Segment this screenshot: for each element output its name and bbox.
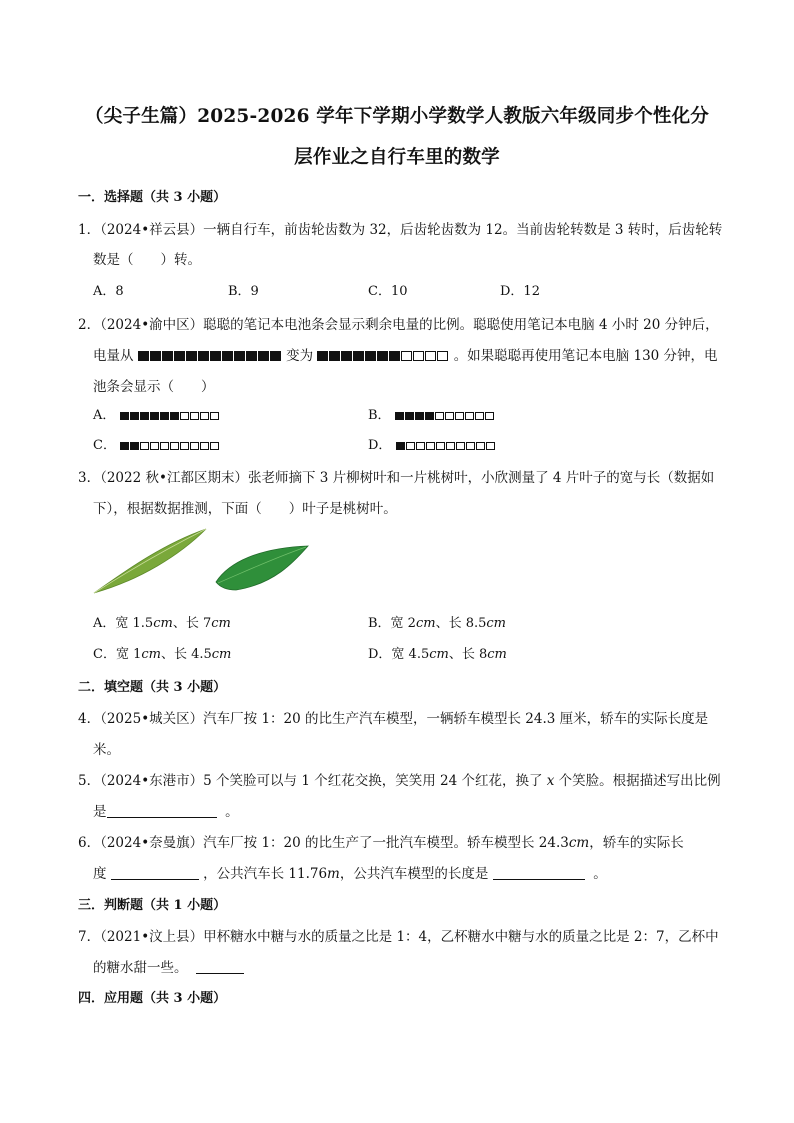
question-1-option-d[interactable]: D．12: [500, 284, 540, 299]
question-3-option-d[interactable]: [368, 643, 507, 662]
page-title-line1: （尖子生篇）2025-2026 学年下学期小学数学人教版六年级同步个性化分: [85, 106, 709, 127]
battery-cell-empty: [466, 442, 475, 450]
question-2-line3: 池条会显示（ ）: [93, 379, 215, 395]
battery-cell-empty: [436, 442, 445, 450]
battery-cell-filled: [174, 351, 185, 361]
battery-cell-empty: [446, 442, 455, 450]
option-c-label: C．: [93, 438, 116, 453]
question-4-line1: 4．（2025•城关区）汽车厂按 1：20 的比生产汽车模型，一辆轿车模型长 24.3 厘米，轿车的实际长度是: [78, 711, 709, 727]
question-2-line1: 2．（2024•渝中区）聪聪的笔记本电池条会显示剩余电量的比例。聪聪使用笔记本电脑 4 小时 20 分钟后，: [78, 317, 719, 333]
battery-cell-filled: [329, 351, 340, 361]
battery-cell-empty: [425, 351, 436, 361]
option-b-length: 、长 8.5: [435, 616, 487, 631]
battery-cell-filled: [186, 351, 197, 361]
battery-cell-empty: [200, 412, 209, 420]
question-5-text-b: 个笑脸。根据描述写出比例: [554, 773, 721, 789]
option-c-length: 、长 4.5: [160, 647, 212, 662]
question-3-option-b[interactable]: [368, 612, 506, 631]
peach-leaf-image: [214, 542, 310, 592]
question-1-option-b[interactable]: B．9: [228, 284, 259, 299]
battery-cell-filled: [138, 351, 149, 361]
battery-cell-filled: [198, 351, 209, 361]
battery-cell-filled: [317, 351, 328, 361]
question-6-text-c: 度: [93, 866, 107, 882]
unit-cm: cm: [429, 647, 449, 662]
option-a-label: A．: [93, 408, 116, 423]
battery-cell-filled: [258, 351, 269, 361]
question-6-line2: [93, 862, 607, 882]
battery-cell-filled: [395, 412, 404, 420]
battery-bar-option-b: [395, 409, 495, 424]
battery-cell-filled: [246, 351, 257, 361]
battery-cell-empty: [413, 351, 424, 361]
battery-cell-filled: [415, 412, 424, 420]
battery-cell-empty: [401, 351, 412, 361]
question-5-line1: [78, 769, 721, 789]
battery-cell-empty: [180, 412, 189, 420]
option-a-length: 、长 7: [172, 616, 212, 631]
question-2-text-rest: 。如果聪聪再使用笔记本电脑 130 分钟，电: [453, 348, 718, 364]
unit-cm: cm: [153, 616, 173, 631]
question-5-line2: [93, 800, 239, 820]
battery-cell-filled: [150, 412, 159, 420]
unit-cm: cm: [211, 616, 231, 631]
question-3-option-c[interactable]: [93, 643, 231, 662]
question-1-option-a[interactable]: A．8: [93, 284, 124, 299]
battery-bar-option-c: [120, 439, 220, 454]
battery-cell-empty: [476, 442, 485, 450]
question-6-text-b: ，轿车的实际长: [589, 835, 684, 851]
battery-cell-empty: [140, 442, 149, 450]
battery-cell-filled: [222, 351, 233, 361]
battery-cell-filled: [150, 351, 161, 361]
battery-cell-filled: [270, 351, 281, 361]
answer-blank[interactable]: [107, 805, 217, 818]
battery-cell-filled: [120, 412, 129, 420]
battery-cell-filled: [353, 351, 364, 361]
unit-cm: cm: [487, 647, 507, 662]
battery-cell-filled: [396, 442, 405, 450]
section-heading-judge: 三．判断题（共 1 小题）: [78, 898, 227, 913]
unit-cm: cm: [141, 647, 161, 662]
battery-cell-empty: [200, 442, 209, 450]
battery-cell-filled: [170, 412, 179, 420]
question-3-line1: 3．（2022 秋•江都区期末）张老师摘下 3 片柳树叶和一片桃树叶，小欣测量了 4 片叶子的宽与长（数据如: [78, 470, 715, 486]
option-d-length: 、长 8: [448, 647, 488, 662]
battery-cell-empty: [465, 412, 474, 420]
battery-cell-empty: [485, 412, 494, 420]
question-6-text-f: 。: [593, 866, 607, 882]
battery-cell-empty: [475, 412, 484, 420]
question-6-line1: [78, 831, 684, 851]
battery-cell-filled: [365, 351, 376, 361]
section-heading-application: 四．应用题（共 3 小题）: [78, 991, 227, 1006]
question-5-text-c: 是: [93, 804, 107, 820]
battery-cell-empty: [435, 412, 444, 420]
question-1-line1: 1．（2024•祥云县）一辆自行车，前齿轮齿数为 32，后齿轮齿数为 12。当前齿轮转数是 3 转时，后齿轮转: [78, 222, 723, 238]
battery-cell-filled: [377, 351, 388, 361]
battery-cell-filled: [405, 412, 414, 420]
battery-cell-filled: [130, 412, 139, 420]
willow-leaf-image: [90, 525, 210, 597]
unit-cm: cm: [415, 616, 436, 631]
battery-bar-to: [317, 349, 449, 365]
option-b-width: B．宽 2: [368, 616, 416, 631]
question-2-option-b[interactable]: [368, 404, 495, 424]
variable-x: x: [546, 773, 555, 789]
question-7-line1: 7．（2021•汶上县）甲杯糖水中糖与水的质量之比是 1：4，乙杯糖水中糖与水的质量之比是 2：7，乙杯中: [78, 929, 719, 945]
unit-cm: cm: [568, 835, 590, 851]
unit-cm: cm: [486, 616, 506, 631]
question-2-text-from: 电量从: [93, 348, 134, 364]
unit-m: m: [327, 866, 340, 882]
battery-cell-empty: [150, 442, 159, 450]
battery-cell-empty: [160, 442, 169, 450]
battery-cell-empty: [437, 351, 448, 361]
option-b-label: B．: [368, 408, 391, 423]
question-3-line2: 下），根据数据推测，下面（ ）叶子是桃树叶。: [93, 501, 397, 517]
battery-cell-empty: [170, 442, 179, 450]
question-5-text-d: 。: [225, 804, 239, 820]
battery-cell-empty: [210, 412, 219, 420]
battery-cell-empty: [190, 442, 199, 450]
unit-cm: cm: [211, 647, 232, 662]
battery-bar-option-d: [396, 439, 496, 454]
question-2-option-d[interactable]: [368, 434, 496, 454]
question-7-text: 的糖水甜一些。: [93, 960, 188, 976]
section-heading-fill: 二．填空题（共 3 小题）: [78, 680, 227, 695]
battery-cell-filled: [341, 351, 352, 361]
battery-cell-empty: [190, 412, 199, 420]
question-3-option-a[interactable]: [93, 612, 231, 631]
battery-cell-empty: [456, 442, 465, 450]
battery-cell-empty: [180, 442, 189, 450]
battery-cell-empty: [210, 442, 219, 450]
question-6-text-a: 6．（2024•奈曼旗）汽车厂按 1：20 的比生产了一批汽车模型。轿车模型长 24.3: [78, 835, 569, 851]
answer-blank[interactable]: [196, 961, 244, 974]
battery-cell-empty: [455, 412, 464, 420]
battery-cell-filled: [425, 412, 434, 420]
battery-cell-empty: [486, 442, 495, 450]
question-6-text-e: ，公共汽车模型的长度是: [339, 866, 489, 882]
battery-cell-filled: [389, 351, 400, 361]
section-heading-choice: 一．选择题（共 3 小题）: [78, 190, 227, 205]
page-title-line2: 层作业之自行车里的数学: [294, 147, 500, 168]
question-1-line2: 数是（ ）转。: [93, 252, 201, 268]
option-d-width: D．宽 4.5: [368, 647, 430, 662]
battery-cell-empty: [406, 442, 415, 450]
battery-cell-filled: [234, 351, 245, 361]
battery-bar-from: [138, 349, 282, 365]
battery-bar-option-a: [120, 409, 220, 424]
battery-cell-empty: [416, 442, 425, 450]
option-d-label: D．: [368, 438, 392, 453]
question-7-line2: [93, 956, 244, 976]
question-6-text-d: ，公共汽车长 11.76: [203, 866, 328, 882]
question-4-line2: 米。: [93, 742, 120, 758]
answer-blank[interactable]: [493, 867, 585, 880]
question-5-text-a: 5．（2024•东港市）5 个笑脸可以与 1 个红花交换，笑笑用 24 个红花，换了: [78, 773, 547, 789]
question-2-text-to: 变为: [286, 348, 314, 364]
option-c-width: C．宽 1: [93, 647, 142, 662]
battery-cell-filled: [160, 412, 169, 420]
question-2-line2: [93, 344, 718, 365]
question-2-option-a[interactable]: [93, 404, 220, 424]
battery-cell-filled: [120, 442, 129, 450]
battery-cell-empty: [445, 412, 454, 420]
battery-cell-filled: [130, 442, 139, 450]
battery-cell-empty: [426, 442, 435, 450]
option-a-width: A．宽 1.5: [93, 616, 154, 631]
battery-cell-filled: [140, 412, 149, 420]
battery-cell-filled: [162, 351, 173, 361]
question-1-option-c[interactable]: C．10: [368, 284, 408, 299]
answer-blank[interactable]: [111, 867, 199, 880]
battery-cell-filled: [210, 351, 221, 361]
question-2-option-c[interactable]: [93, 434, 220, 454]
